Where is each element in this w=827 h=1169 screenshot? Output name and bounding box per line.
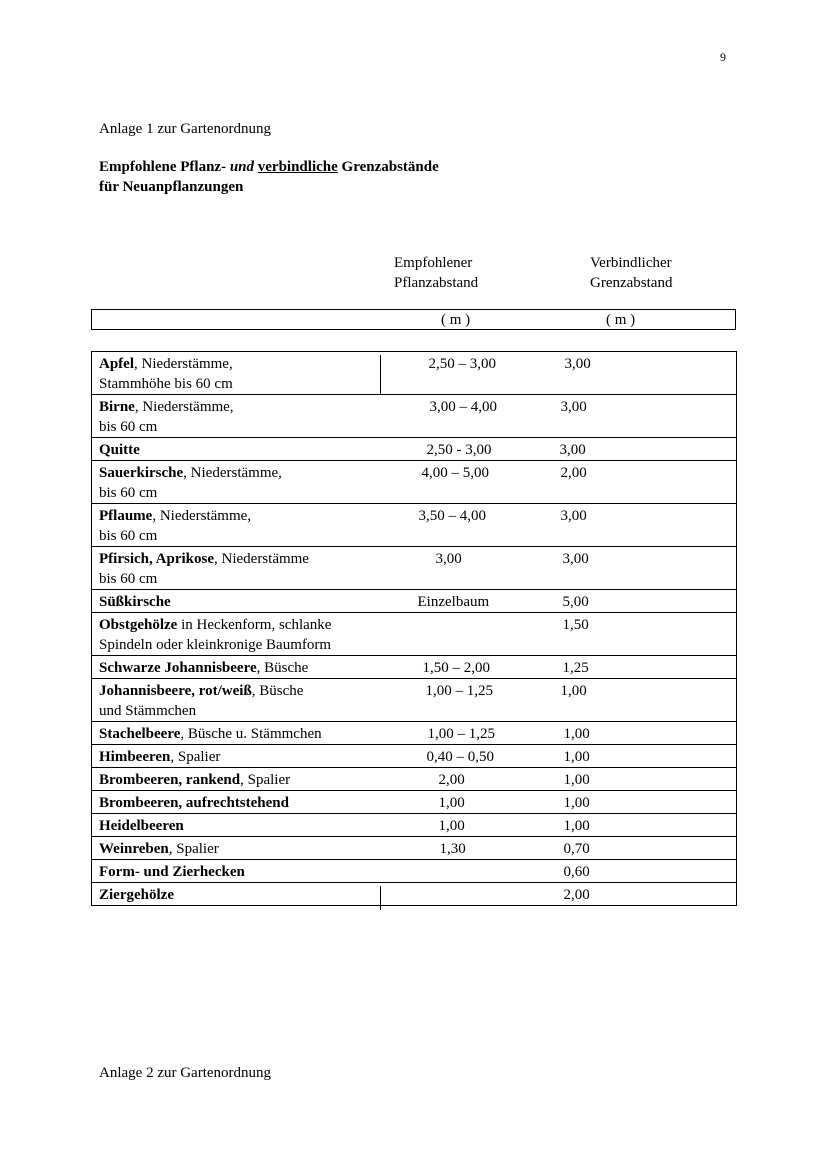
plant-description: , Niederstämme <box>214 551 309 567</box>
plant-name: Ziergehölze <box>99 887 174 903</box>
plant-line-2: Stammhöhe bis 60 cm <box>99 376 233 392</box>
plant-cell <box>92 613 381 656</box>
unit-recommended: ( m ) <box>441 312 471 328</box>
plant-cell <box>92 656 381 679</box>
binding-distance: 1,00 <box>560 683 587 699</box>
binding-cell <box>531 504 737 547</box>
recommended-cell <box>381 395 531 438</box>
plant-name: Brombeeren, aufrechtstehend <box>99 795 289 811</box>
recommended-cell <box>381 438 531 461</box>
plant-name: Johannisbeere, rot/weiß <box>99 683 252 699</box>
plant-description: , Büsche <box>251 683 304 699</box>
distance-table-body <box>92 352 737 906</box>
plant-line-1 <box>99 793 381 813</box>
recommended-cell <box>381 504 531 547</box>
annex-1-heading: Anlage 1 zur Gartenordnung <box>99 121 272 137</box>
recommended-distance: 0,40 – 0,50 <box>426 749 494 765</box>
plant-line-1 <box>99 506 381 526</box>
plant-name: Schwarze Johannisbeere <box>99 660 257 676</box>
column-header-binding-line-2: Grenzabstand <box>590 275 673 291</box>
table-row <box>92 860 737 883</box>
binding-cell <box>531 461 737 504</box>
plant-name: Pflaume <box>99 508 153 524</box>
plant-line-1 <box>99 747 381 767</box>
title-line-1 <box>99 157 439 177</box>
plant-line-1 <box>99 862 381 882</box>
plant-line-2: bis 60 cm <box>99 485 158 501</box>
unit-row <box>91 309 736 330</box>
plant-description: , Spalier <box>168 841 219 857</box>
recommended-cell <box>381 461 531 504</box>
table-row <box>92 438 737 461</box>
binding-cell <box>531 745 737 768</box>
recommended-distance: 1,00 – 1,25 <box>425 683 493 699</box>
plant-line-2: bis 60 cm <box>99 528 158 544</box>
recommended-distance: 1,00 – 1,25 <box>427 726 495 742</box>
table-row <box>92 745 737 768</box>
plant-name: Himbeeren <box>99 749 171 765</box>
binding-cell <box>531 613 737 656</box>
binding-distance: 1,00 <box>563 795 590 811</box>
binding-cell <box>531 352 737 395</box>
plant-name: Süßkirsche <box>99 594 171 610</box>
binding-cell <box>531 883 737 906</box>
plant-cell <box>92 352 381 395</box>
recommended-cell <box>381 656 531 679</box>
column-header-recommended <box>394 253 478 293</box>
binding-distance: 1,00 <box>563 772 590 788</box>
recommended-cell <box>381 814 531 837</box>
plant-description: , Niederstämme, <box>134 399 234 415</box>
plant-line-1 <box>99 681 381 701</box>
plant-description: , Niederstämme, <box>152 508 252 524</box>
plant-line-1 <box>99 839 381 859</box>
table-row <box>92 352 737 395</box>
recommended-cell <box>381 768 531 791</box>
vertical-rule <box>380 355 381 395</box>
binding-distance: 2,00 <box>560 465 587 481</box>
binding-cell <box>531 860 737 883</box>
table-row <box>92 768 737 791</box>
plant-line-1 <box>99 592 381 612</box>
binding-distance: 5,00 <box>562 594 589 610</box>
plant-line-1 <box>99 724 381 744</box>
table-row <box>92 504 737 547</box>
plant-name: Brombeeren, rankend <box>99 772 241 788</box>
plant-line-1 <box>99 354 381 374</box>
binding-cell <box>531 814 737 837</box>
binding-cell <box>531 590 737 613</box>
recommended-cell <box>381 837 531 860</box>
table-row <box>92 791 737 814</box>
column-header-binding-line-1: Verbindlicher <box>590 255 672 271</box>
binding-cell <box>531 791 737 814</box>
plant-cell <box>92 883 381 906</box>
table-row <box>92 461 737 504</box>
recommended-cell <box>381 745 531 768</box>
plant-description: , Büsche <box>256 660 309 676</box>
plant-name: Quitte <box>99 442 140 458</box>
binding-distance: 1,25 <box>562 660 589 676</box>
plant-name: Apfel <box>99 356 134 372</box>
table-row <box>92 679 737 722</box>
column-header-recommended-line-1: Empfohlener <box>394 255 473 271</box>
recommended-distance: 3,00 – 4,00 <box>429 399 497 415</box>
distance-table <box>91 351 737 906</box>
recommended-distance: 1,00 <box>438 818 465 834</box>
recommended-distance: Einzelbaum <box>417 594 490 610</box>
plant-line-1 <box>99 816 381 836</box>
plant-name: Obstgehölze <box>99 617 178 633</box>
plant-cell <box>92 679 381 722</box>
recommended-distance: 2,50 - 3,00 <box>426 442 492 458</box>
plant-cell <box>92 745 381 768</box>
plant-cell <box>92 438 381 461</box>
plant-cell <box>92 590 381 613</box>
table-row <box>92 590 737 613</box>
table-row <box>92 814 737 837</box>
plant-line-2: bis 60 cm <box>99 419 158 435</box>
plant-line-1 <box>99 463 381 483</box>
recommended-cell <box>381 791 531 814</box>
title-part-5: Grenzabstände <box>337 159 439 175</box>
plant-cell <box>92 504 381 547</box>
plant-cell <box>92 395 381 438</box>
plant-cell <box>92 461 381 504</box>
vertical-rule <box>380 886 381 910</box>
plant-line-1 <box>99 615 381 635</box>
column-header-recommended-line-2: Pflanzabstand <box>394 275 479 291</box>
binding-distance: 3,00 <box>562 551 589 567</box>
plant-line-1 <box>99 440 381 460</box>
binding-cell <box>531 768 737 791</box>
title-part-italic: und <box>229 159 255 175</box>
plant-description: , Spalier <box>240 772 291 788</box>
plant-line-1 <box>99 658 381 678</box>
binding-distance: 0,60 <box>563 864 590 880</box>
recommended-distance: 2,00 <box>438 772 465 788</box>
table-row <box>92 837 737 860</box>
plant-line-2: bis 60 cm <box>99 571 158 587</box>
plant-cell <box>92 791 381 814</box>
binding-cell <box>531 395 737 438</box>
binding-cell <box>531 679 737 722</box>
table-row <box>92 656 737 679</box>
page-number: 9 <box>720 50 726 64</box>
recommended-cell <box>381 352 531 395</box>
recommended-distance: 1,00 <box>438 795 465 811</box>
binding-cell <box>531 438 737 461</box>
recommended-cell <box>381 590 531 613</box>
recommended-distance: 1,30 <box>439 841 466 857</box>
table-row <box>92 547 737 590</box>
recommended-cell <box>381 679 531 722</box>
plant-name: Heidelbeeren <box>99 818 184 834</box>
recommended-distance: 1,50 – 2,00 <box>422 660 490 676</box>
plant-line-1 <box>99 397 381 417</box>
recommended-distance: 3,50 – 4,00 <box>418 508 486 524</box>
binding-distance: 2,00 <box>563 887 590 903</box>
document-title <box>99 157 439 197</box>
binding-cell <box>531 722 737 745</box>
binding-distance: 1,00 <box>563 818 590 834</box>
binding-distance: 3,00 <box>560 399 587 415</box>
plant-line-2: und Stämmchen <box>99 703 197 719</box>
plant-name: Sauerkirsche <box>99 465 184 481</box>
binding-cell <box>531 656 737 679</box>
unit-binding: ( m ) <box>606 312 636 328</box>
binding-distance: 0,70 <box>563 841 590 857</box>
plant-cell <box>92 837 381 860</box>
binding-cell <box>531 547 737 590</box>
recommended-cell <box>381 613 531 656</box>
recommended-cell <box>381 547 531 590</box>
plant-cell <box>92 860 381 883</box>
title-part-1: Empfohlene Pflanz- <box>99 159 230 175</box>
plant-cell <box>92 722 381 745</box>
table-row <box>92 722 737 745</box>
plant-description: , Spalier <box>170 749 221 765</box>
plant-name: Birne <box>99 399 135 415</box>
recommended-distance: 2,50 – 3,00 <box>428 356 496 372</box>
annex-2-heading: Anlage 2 zur Gartenordnung <box>99 1065 272 1081</box>
plant-description: , Büsche u. Stämmchen <box>180 726 322 742</box>
table-row <box>92 883 737 906</box>
plant-name: Weinreben <box>99 841 169 857</box>
column-header-binding <box>590 253 672 293</box>
title-line-2: für Neuanpflanzungen <box>99 179 244 195</box>
plant-description: , Niederstämme, <box>134 356 233 372</box>
plant-cell <box>92 768 381 791</box>
recommended-cell <box>381 860 531 883</box>
binding-distance: 1,00 <box>563 726 590 742</box>
recommended-distance: 3,00 <box>435 551 462 567</box>
plant-name: Stachelbeere <box>99 726 181 742</box>
plant-description: , Niederstämme, <box>183 465 282 481</box>
plant-name: Pfirsich, Aprikose <box>99 551 214 567</box>
binding-distance: 1,50 <box>562 617 589 633</box>
plant-line-1 <box>99 770 381 790</box>
plant-line-2: Spindeln oder kleinkronige Baumform <box>99 637 332 653</box>
binding-distance: 1,00 <box>563 749 590 765</box>
binding-distance: 3,00 <box>564 356 591 372</box>
binding-cell <box>531 837 737 860</box>
binding-distance: 3,00 <box>559 442 586 458</box>
binding-distance: 3,00 <box>560 508 587 524</box>
recommended-distance: 4,00 – 5,00 <box>421 465 489 481</box>
plant-line-1 <box>99 549 381 569</box>
table-row <box>92 613 737 656</box>
title-part-underlined: verbindliche <box>257 159 338 175</box>
plant-line-1 <box>99 885 381 905</box>
plant-description: in Heckenform, schlanke <box>177 617 332 633</box>
plant-cell <box>92 547 381 590</box>
recommended-cell <box>381 883 531 906</box>
plant-cell <box>92 814 381 837</box>
plant-name: Form- und Zierhecken <box>99 864 245 880</box>
recommended-cell <box>381 722 531 745</box>
table-row <box>92 395 737 438</box>
